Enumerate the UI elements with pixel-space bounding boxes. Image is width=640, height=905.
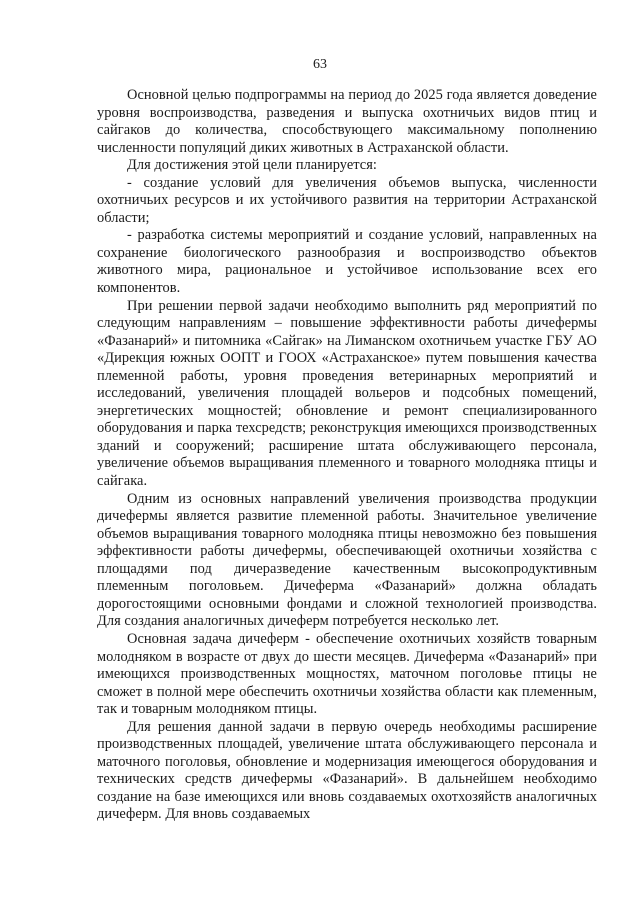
document-body	[97, 87, 597, 824]
paragraph-main-task: Основная задача дичеферм - обеспечение охотничьих хозяйств товарным молодняком в возрасте от двух до шести месяцев. Дичеферма «Фазанарий» при имеющихся производственных мощностях, маточном поголовье птицы не сможет в полной мере обеспечить охотничьи хозяйства области как племенным, так и товарным молодняком птицы.	[97, 630, 597, 718]
list-item-conditions: - создание условий для увеличения объемов выпуска, численности охотничьих ресурсов и их устойчивого развития на территории Астраханской области;	[97, 174, 597, 226]
paragraph-first-task: При решении первой задачи необходимо выполнить ряд мероприятий по следующим направлениям – повышение эффективности работы дичефермы «Фазанарий» и питомника «Сайгак» на Лиманском охотничьем участке ГБУ АО «Дирекция южных ООПТ и ГООХ «Астраханское» путем повышения качества племенной работы, уровня проведения ветеринарных мероприятий и исследований, увеличения площадей вольеров и подсобных помещений, энергетических мощностей; обновление и ремонт специализированного оборудования и парка техсредств; реконструкция имеющихся производственных зданий и сооружений; расширение штата обслуживающего персонала, увеличение объемов выращивания племенного и товарного молодняка птицы и сайгака.	[97, 297, 597, 490]
paragraph-goal: Основной целью подпрограммы на период до 2025 года является доведение уровня воспроизводства, разведения и выпуска охотничьих видов птиц и сайгаков до количества, способствующего максимальному пополнению численности популяций диких животных в Астраханской области.	[97, 87, 597, 156]
paragraph-breeding-work: Одним из основных направлений увеличения производства продукции дичефермы является развитие племенной работы. Значительное увеличение объемов выращивания товарного молодняка птицы невозможно без повышения эффективности работы дичефермы, обеспечивающей охотничьи хозяйства с площадями под дичеразведение качественным высокопродуктивным племенным поголовьем. Дичеферма «Фазанарий» должна обладать дорогостоящими основными фондами и сложной технологией производства. Для создания аналогичных дичеферм потребуется несколько лет.	[97, 490, 597, 630]
list-item-measures-system: - разработка системы мероприятий и создание условий, направленных на сохранение биологического разнообразия и воспроизводство объектов животного мира, рациональное и устойчивое использование всех его компонентов.	[97, 227, 597, 297]
page-number: 63	[313, 57, 327, 72]
paragraph-solution: Для решения данной задачи в первую очередь необходимы расширение производственных площадей, увеличение штата обслуживающего персонала и маточного поголовья, обновление и модернизация имеющегося оборудования и технических средств дичефермы «Фазанарий». В дальнейшем необходимо создание на базе имеющихся или вновь создаваемых охотхозяйств аналогичных дичеферм. Для вновь создаваемых	[97, 718, 597, 823]
paragraph-planned-intro: Для достижения этой цели планируется:	[127, 157, 377, 174]
